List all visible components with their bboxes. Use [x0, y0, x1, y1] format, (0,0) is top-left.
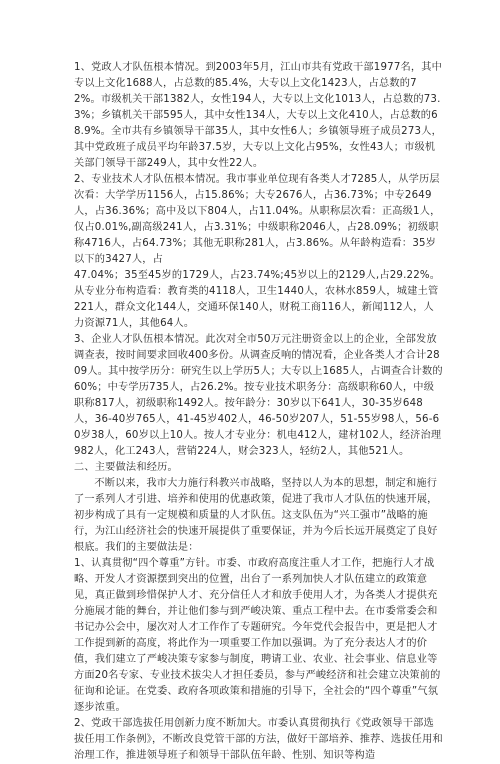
paragraph-enterprise-talent: 3、企业人才队伍根本情况。此次对全市50万元注册资金以上的企业，全部发放调查表，按时间要求回收400多份。从调查反响的情况看，企业各类人才合计2809人。其中按学历分：研究生以上学历5人；大专以上1685人，占调查合计数的60%；中专学历735人，占26.2%。按专业技术职务分：高级职称60人，中级职称817人，初级职称1492人。按年龄分：30岁以下641人，30-35岁648人，36-40岁765人，41-45岁402人，46-50岁207人，51-55岁98人，56-60岁38人，60岁以上10人。按人才专业分：机电412人，建材102人，经济治理982人，化工243人，营销224人，财会323人，轻纺2人，其他521人。 [74, 334, 443, 457]
paragraph-party-government-talent: 1、党政人才队伍根本情况。到2003年5月，江山市共有党政干部1977名，其中专以上文化1688人，占总数的85.4%，大专以上文化1423人，占总数的72%。市级机关干部1382人，女性194人，大专以上文化1013人，占总数的73.3%；乡镇机关干部595人，其中女性134人，大专以上文化410人，占总数的68.9%。全市共有乡镇领导干部35人，其中女性6人；乡镇领导班子成员273人，其中党政班子成员平均年龄37.5岁，大专以上文化占95%，女性43人；市级机关部门领导干部249人，其中女性22人。 [74, 62, 443, 169]
document-body [74, 60, 443, 764]
paragraph-four-respects: 1、认真贯彻“四个尊重”方针。市委、市政府高度注重人才工作，把施行人才战略、开发人才资源摆到突出的位置，出台了一系列加快人才队伍建立的政策意见，真正做到珍惜保护人才、充分信任人才和放手使用人才，为各类人才提供充分施展才能的舞台，并让他们参与到严峻决策、重点工程中去。在市委常委会和书记办公会中，屡次对人才工作作了专题研究。今年党代会报告中，更是把人才工作提到新的高度，将此作为一项重要工作加以强调。为了充分表达人才的价值，我们建立了严峻决策专家参与制度，聘请工业、农业、社会事业、信息业等方面20名专家、专业技术拔尖人才担任委员，参与严峻经济和社会建立决策前的征询和论证。在党委、政府各项政策和措施的引导下，全社会的“四个尊重”气氛逐步浓重。 [74, 558, 441, 713]
section-heading-practices: 二、主要做法和经历。 [74, 462, 178, 473]
paragraph-professional-talent-continued: 47.04%；35至45岁的1729人，占23.74%;45岁以上的2129人,占29.22%。从专业分布构造看：教育类的4118人，卫生1440人，农林水859人，城建土管221人，群众文化144人，交通环保140人，财税工商116人，新闻112人，人力资源71人，其他64人。 [74, 270, 441, 329]
paragraph-cadre-selection: 2、党政干部选拔任用创新力度不断加大。市委认真贯彻执行《党政领导干部选拔任用工作条例》，不断改良党管干部的方法，做好干部培养、推荐、选拔任用和治理工作，推进领导班子和领导干部队伍年龄、性别、知识等构造 [74, 718, 443, 761]
paragraph-professional-talent: 2、专业技术人才队伍根本情况。我市事业单位现有各类人才7285人，从学历层次看：大学学历1156人，占15.86%；大专2676人，占36.73%；中专2649人，占36.36%；高中及以下804人，占11.04%。从职称层次看：正高级1人，仅占0.01%,副高级241人，占3.31%；中级职称2046人，占28.09%；初级职称4716人，占64.73%；其他无职称281人，占3.86%。从年龄构造看：35岁以下的3427人，占 [74, 174, 441, 265]
paragraph-practices-intro: 不断以来，我市大力施行科教兴市战略，坚持以人为本的思想，制定和施行了一系列人才引进、培养和使用的优惠政策，促进了我市人才队伍的快速开展，初步构成了具有一定规模和质量的人才队伍。这支队伍为“兴工强市”战略的施行，为江山经济社会的快速开展提供了重要保证，并为今后长远开展奠定了良好根底。我们的主要做法是： [74, 478, 438, 553]
